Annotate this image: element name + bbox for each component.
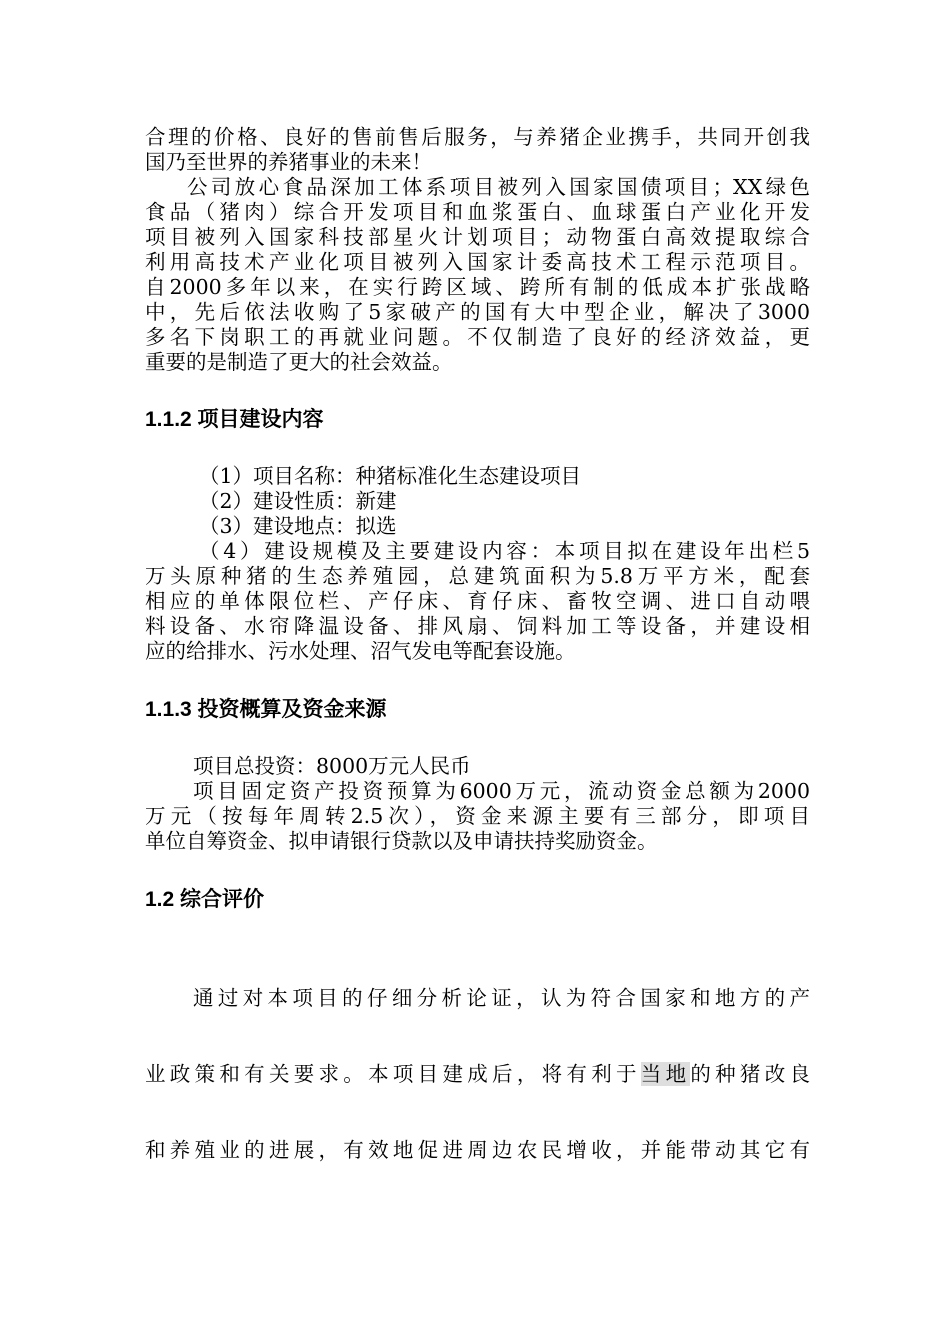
text-line: 项目被列入国家科技部星火计划项目；动物蛋白高效提取综合 <box>145 225 810 249</box>
text-line: 中，先后依法收购了5家破产的国有大中型企业，解决了3000 <box>145 300 810 324</box>
investment-paragraphs <box>145 754 810 854</box>
text-line: 相应的单体限位栏、产仔床、育仔床、畜牧空调、进口自动喂 <box>145 589 810 613</box>
text-line: 利用高技术产业化项目被列入国家计委高技术工程示范项目。 <box>145 250 810 274</box>
text-line: 通过对本项目的仔细分析论证，认为符合国家和地方的产 <box>193 986 810 1010</box>
section-heading-1-1-2: 1.1.2 项目建设内容 <box>145 408 324 431</box>
text-line: 自2000多年以来，在实行跨区域、跨所有制的低成本扩张战略 <box>145 275 810 299</box>
text-line: 和养殖业的进展，有效地促进周边农民增收，并能带动其它有 <box>145 1138 810 1162</box>
list-item: （1）项目名称：种猪标准化生态建设项目 <box>199 464 582 488</box>
text-line: 合理的价格、良好的售前售后服务，与养猪企业携手，共同开创我 <box>145 125 810 149</box>
section-heading-1-2: 1.2 综合评价 <box>145 888 265 911</box>
list-item: （4）建设规模及主要建设内容：本项目拟在建设年出栏5 <box>199 539 810 563</box>
text-segment: 的种猪改良 <box>690 1062 810 1086</box>
text-line: 项目总投资：8000万元人民币 <box>193 754 471 778</box>
text-line: 公司放心食品深加工体系项目被列入国家国债项目；XX绿色 <box>187 175 810 199</box>
text-line: 食品（猪肉）综合开发项目和血浆蛋白、血球蛋白产业化开发 <box>145 200 810 224</box>
section-heading-1-1-3: 1.1.3 投资概算及资金来源 <box>145 698 387 721</box>
text-line: 应的给排水、污水处理、沼气发电等配套设施。 <box>145 639 576 663</box>
text-line: 料设备、水帘降温设备、排风扇、饲料加工等设备，并建设相 <box>145 614 810 638</box>
evaluation-paragraph <box>145 981 810 1209</box>
construction-content-list <box>145 464 810 664</box>
list-item: （3）建设地点：拟选 <box>199 514 397 538</box>
text-line: 国乃至世界的养猪事业的未来！ <box>145 150 432 174</box>
highlighted-text: 当地 <box>640 1062 691 1086</box>
text-line: 万头原种猪的生态养殖园，总建筑面积为5.8万平方米，配套 <box>145 564 810 588</box>
text-line: 重要的是制造了更大的社会效益。 <box>145 350 453 374</box>
text-line: 多名下岗职工的再就业问题。不仅制造了良好的经济效益，更 <box>145 325 810 349</box>
text-line: 单位自筹资金、拟申请银行贷款以及申请扶持奖励资金。 <box>145 829 658 853</box>
text-segment: 业政策和有关要求。本项目建成后，将有利于 <box>145 1062 641 1086</box>
text-line: 项目固定资产投资预算为6000万元，流动资金总额为2000 <box>193 779 810 803</box>
text-line: 万元（按每年周转2.5次），资金来源主要有三部分，即项目 <box>145 804 810 828</box>
intro-paragraphs <box>145 125 810 375</box>
list-item: （2）建设性质：新建 <box>199 489 397 513</box>
text-line <box>145 1057 810 1133</box>
